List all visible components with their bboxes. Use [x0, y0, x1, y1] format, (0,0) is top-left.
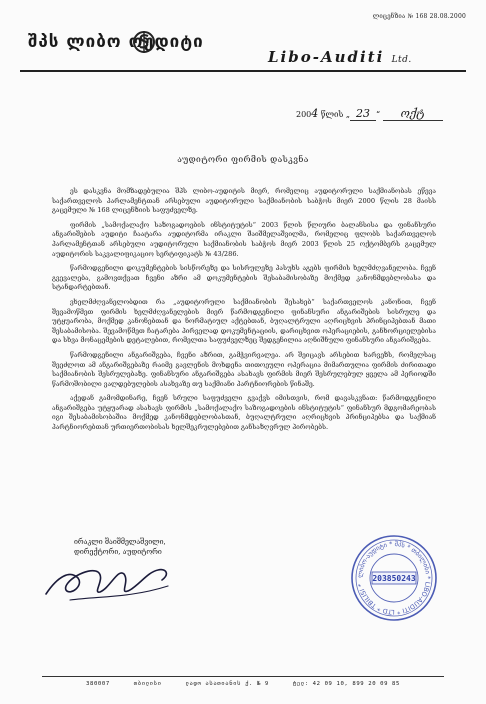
document-body: [52, 187, 436, 438]
date-year-prefix: 200: [296, 110, 312, 119]
logo-georgian-text: შპს ლიბო ოუდიტი: [28, 32, 204, 52]
document-date: 2004 წლის „ 23 “ ოქტ: [296, 107, 443, 121]
date-day-handwritten: 23: [350, 107, 376, 121]
footer-contacts: [0, 681, 486, 687]
company-seal: [350, 534, 438, 622]
body-paragraph: აქედან გამომდინარე, ჩვენ სრული საფუძველი გვაქვს იმისთვის, რომ დავასკვნათ: წარმოდგენილი ანგარიშგება უტყუარად ასახავს ფირმის „სამოქალაქო საზოგადოების ინსტიტუტის“ ფინანსურ მდგომარეობას იგი შესაბამისობაშია მოქმედ კანონმდებლობასთან, ბუღალტრული აღრიცხვის პრინციპებსა და საქმიან პარტნიორებთან ურთიერთობისას ხელშეკრულებებით განსაზღვრულ პირობებს.: [52, 394, 436, 432]
company-logo-georgian: [28, 32, 204, 52]
company-logo-latin: [268, 48, 412, 66]
handwritten-signature: [40, 556, 180, 606]
document-title: აუდიტორი ფირმის დასკვნა: [177, 155, 309, 165]
footer-city: თბილისი: [133, 681, 162, 687]
header-divider: [20, 70, 466, 72]
body-paragraph: წარმოდგენილი დოკუმენტების სისწორეზე და სისრულეზე პასუხს აგებს ფირმის ხელმძღვანელობა. ჩვენ გვევალება, გამოვთქვათ ჩვენი აზრი ამ დოკუმენტების შესაბამისობაზე მოქმედ კანონმდებლობასა და სტანდარტებთან.: [52, 264, 436, 292]
dollar-emblem-icon: [133, 28, 155, 56]
footer-divider: [42, 676, 444, 677]
seal-ring-textpath: ლიბო-აუდიტი * შპს * თბილისი * LIBO-AUDITI * LTD * TBILISI *: [355, 539, 433, 617]
seal-number: 203850243: [372, 574, 416, 583]
date-year-word: წლის: [320, 110, 344, 119]
body-paragraph: წარმოდგენილი ანგარიშგება, ჩვენი აზრით, გამჭვირვალეა. არ შეიცავს არსებით ხარვეზს, რომელსაც შეეძლოთ ამ ანგარიშგებაზე რაიმე გავლენის მოხდენა თითოეული ოპერაცია მიმართულია ფირმის ძირითადი საქმიანობის შესრულებაზე. ფინანსური ანგარიშგება ასახავს ფირმის მიერ შესრულებულ ყველა ამ პერიოდში წარმოშობილი ვალდებულების ასახვაზე თუ საქმიანი პარტნიორების წინაშე.: [52, 350, 436, 388]
body-paragraph: ვხელმძღვანელობდით რა „აუდიტორული საქმიანობის შესახებ“ საქართველოს კანონით, ჩვენ შევამოწმეთ ფირმის ხელმძღვანელების მიერ წარმოდგენილი ფინანსური ანგარიშების სისრულე და უტყუარობა, მოქმედ კანონებთან და ნორმატიულ აქტებთან, ბუღალტრული აღრიცხვის პრინციპებთან მათი შესაბამისობა. შევამოწმეთ ჩატარება პირველად დოკუმენტაციის, დარიცხვით ოპერაციების, განხორციელებისა და სხვა მონაცემების დეტალებით, რომელთა საფუძველზეც შედგენილია აღნიშნული ფინანსური ანგარიშგება.: [52, 297, 436, 345]
signatory-block: [74, 537, 166, 557]
license-number: ლიცენზია № 168 28.08.2000: [372, 13, 466, 20]
body-paragraph: ეს დასკვნა მომზადებულია შპს ლიბო-აუდიტის მიერ, რომელიც აუდიტორული საქმიანობას ეწევა საქართველოს პარლამენტთან არსებული აუდიტორული საქმიანობის საბჭოს მიერ 2000 წლის 28 მაისს გაცემული № 168 ლიცენზიის საფუძველზე.: [52, 187, 436, 215]
logo-latin-text: Libo-Auditi: [268, 48, 385, 66]
date-month-handwritten: ოქტ: [383, 107, 443, 121]
signatory-name: ირაკლი შაიშმელაშვილი,: [74, 538, 166, 546]
date-year-handwritten: 4: [311, 107, 319, 120]
footer-phone: ტელ: 42 09 10, 899 20 09 85: [292, 681, 400, 687]
body-paragraph: ფირმის „სამოქალაქო საზოგადოების ინსტიტუტის“ 2003 წლის წლიური ბალანსისა და ფინანსური ანგარიშების აუდიტი ჩაატარა აუდიტორმა ირაკლი შაიშმელაშვილმა, რომელიც ფლობს საქართველოს პარლამენტთან არსებული აუდიტორული საქმიანობის საბჭოს მიერ 2003 წლის 25 ოქტომბერს გაცემულ აუდიტორის საკვალიფიკაციო სერტიფიკატს № 43/286.: [52, 220, 436, 258]
logo-latin-suffix: Ltd.: [391, 55, 412, 65]
footer-postal: 380007: [86, 681, 110, 687]
signatory-title: დირექტორი, აუდიტორი: [74, 548, 162, 556]
footer-address: ლადო ასათიანის ქ. № 9: [185, 681, 269, 687]
